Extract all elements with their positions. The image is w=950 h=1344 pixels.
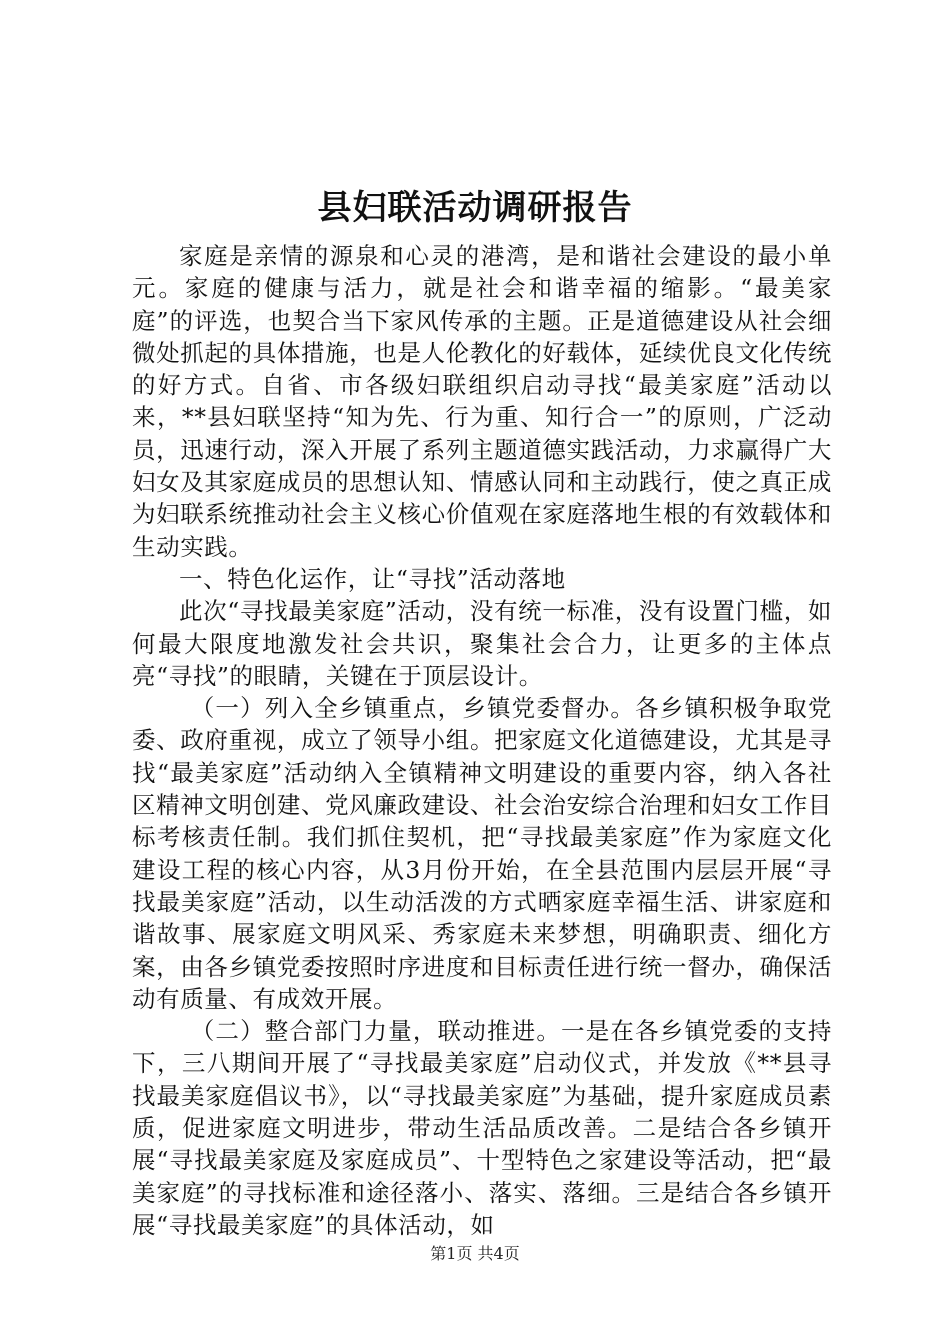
paragraph-point-one: （一）列入全乡镇重点，乡镇党委督办。各乡镇积极争取党委、政府重视，成立了领导小组。把家庭文化道德建设，尤其是寻找“最美家庭”活动纳入全镇精神文明建设的重要内容，纳入各社区精神文明创建、党风廉政建设、社会治安综合治理和妇女工作目标考核责任制。我们抓住契机，把“寻找最美家庭”作为家庭文化建设工程的核心内容，从3月份开始，在全县范围内层层开展“寻找最美家庭”活动，以生动活泼的方式晒家庭幸福生活、讲家庭和谐故事、展家庭文明风采、秀家庭未来梦想，明确职责、细化方案，由各乡镇党委按照时序进度和目标责任进行统一督办，确保活动有质量、有成效开展。 (132, 694, 832, 1013)
document-title: 县妇联活动调研报告 (317, 188, 633, 228)
paragraph-intro: 家庭是亲情的源泉和心灵的港湾，是和谐社会建设的最小单元。家庭的健康与活力，就是社会和谐幸福的缩影。“最美家庭”的评选，也契合当下家风传承的主题。正是道德建设从社会细微处抓起的具体措施，也是人伦教化的好载体，延续优良文化传统的好方式。自省、市各级妇联组织启动寻找“最美家庭”活动以来，**县妇联坚持“知为先、行为重、知行合一”的原则，广泛动员，迅速行动，深入开展了系列主题道德实践活动，力求赢得广大妇女及其家庭成员的思想认知、情感认同和主动践行，使之真正成为妇联系统推动社会主义核心价值观在家庭落地生根的有效载体和生动实践。 (132, 242, 832, 561)
document-body (132, 240, 832, 1241)
paragraph-section-intro: 此次“寻找最美家庭”活动，没有统一标准，没有设置门槛，如何最大限度地激发社会共识，聚集社会合力，让更多的主体点亮“寻找”的眼睛，关键在于顶层设计。 (132, 597, 832, 690)
page-number-footer: 第1页 共4页 (430, 1244, 520, 1263)
paragraph-point-two: （二）整合部门力量，联动推进。一是在各乡镇党委的支持下，三八期间开展了“寻找最美家庭”启动仪式，并发放《**县寻找最美家庭倡议书》，以“寻找最美家庭”为基础，提升家庭成员素质，促进家庭文明进步，带动生活品质改善。二是结合各乡镇开展“寻找最美家庭及家庭成员”、十型特色之家建设等活动，把“最美家庭”的寻找标准和途径落小、落实、落细。三是结合各乡镇开展“寻找最美家庭”的具体活动，如 (132, 1017, 832, 1239)
section-heading: 一、特色化运作，让“寻找”活动落地 (179, 564, 566, 593)
